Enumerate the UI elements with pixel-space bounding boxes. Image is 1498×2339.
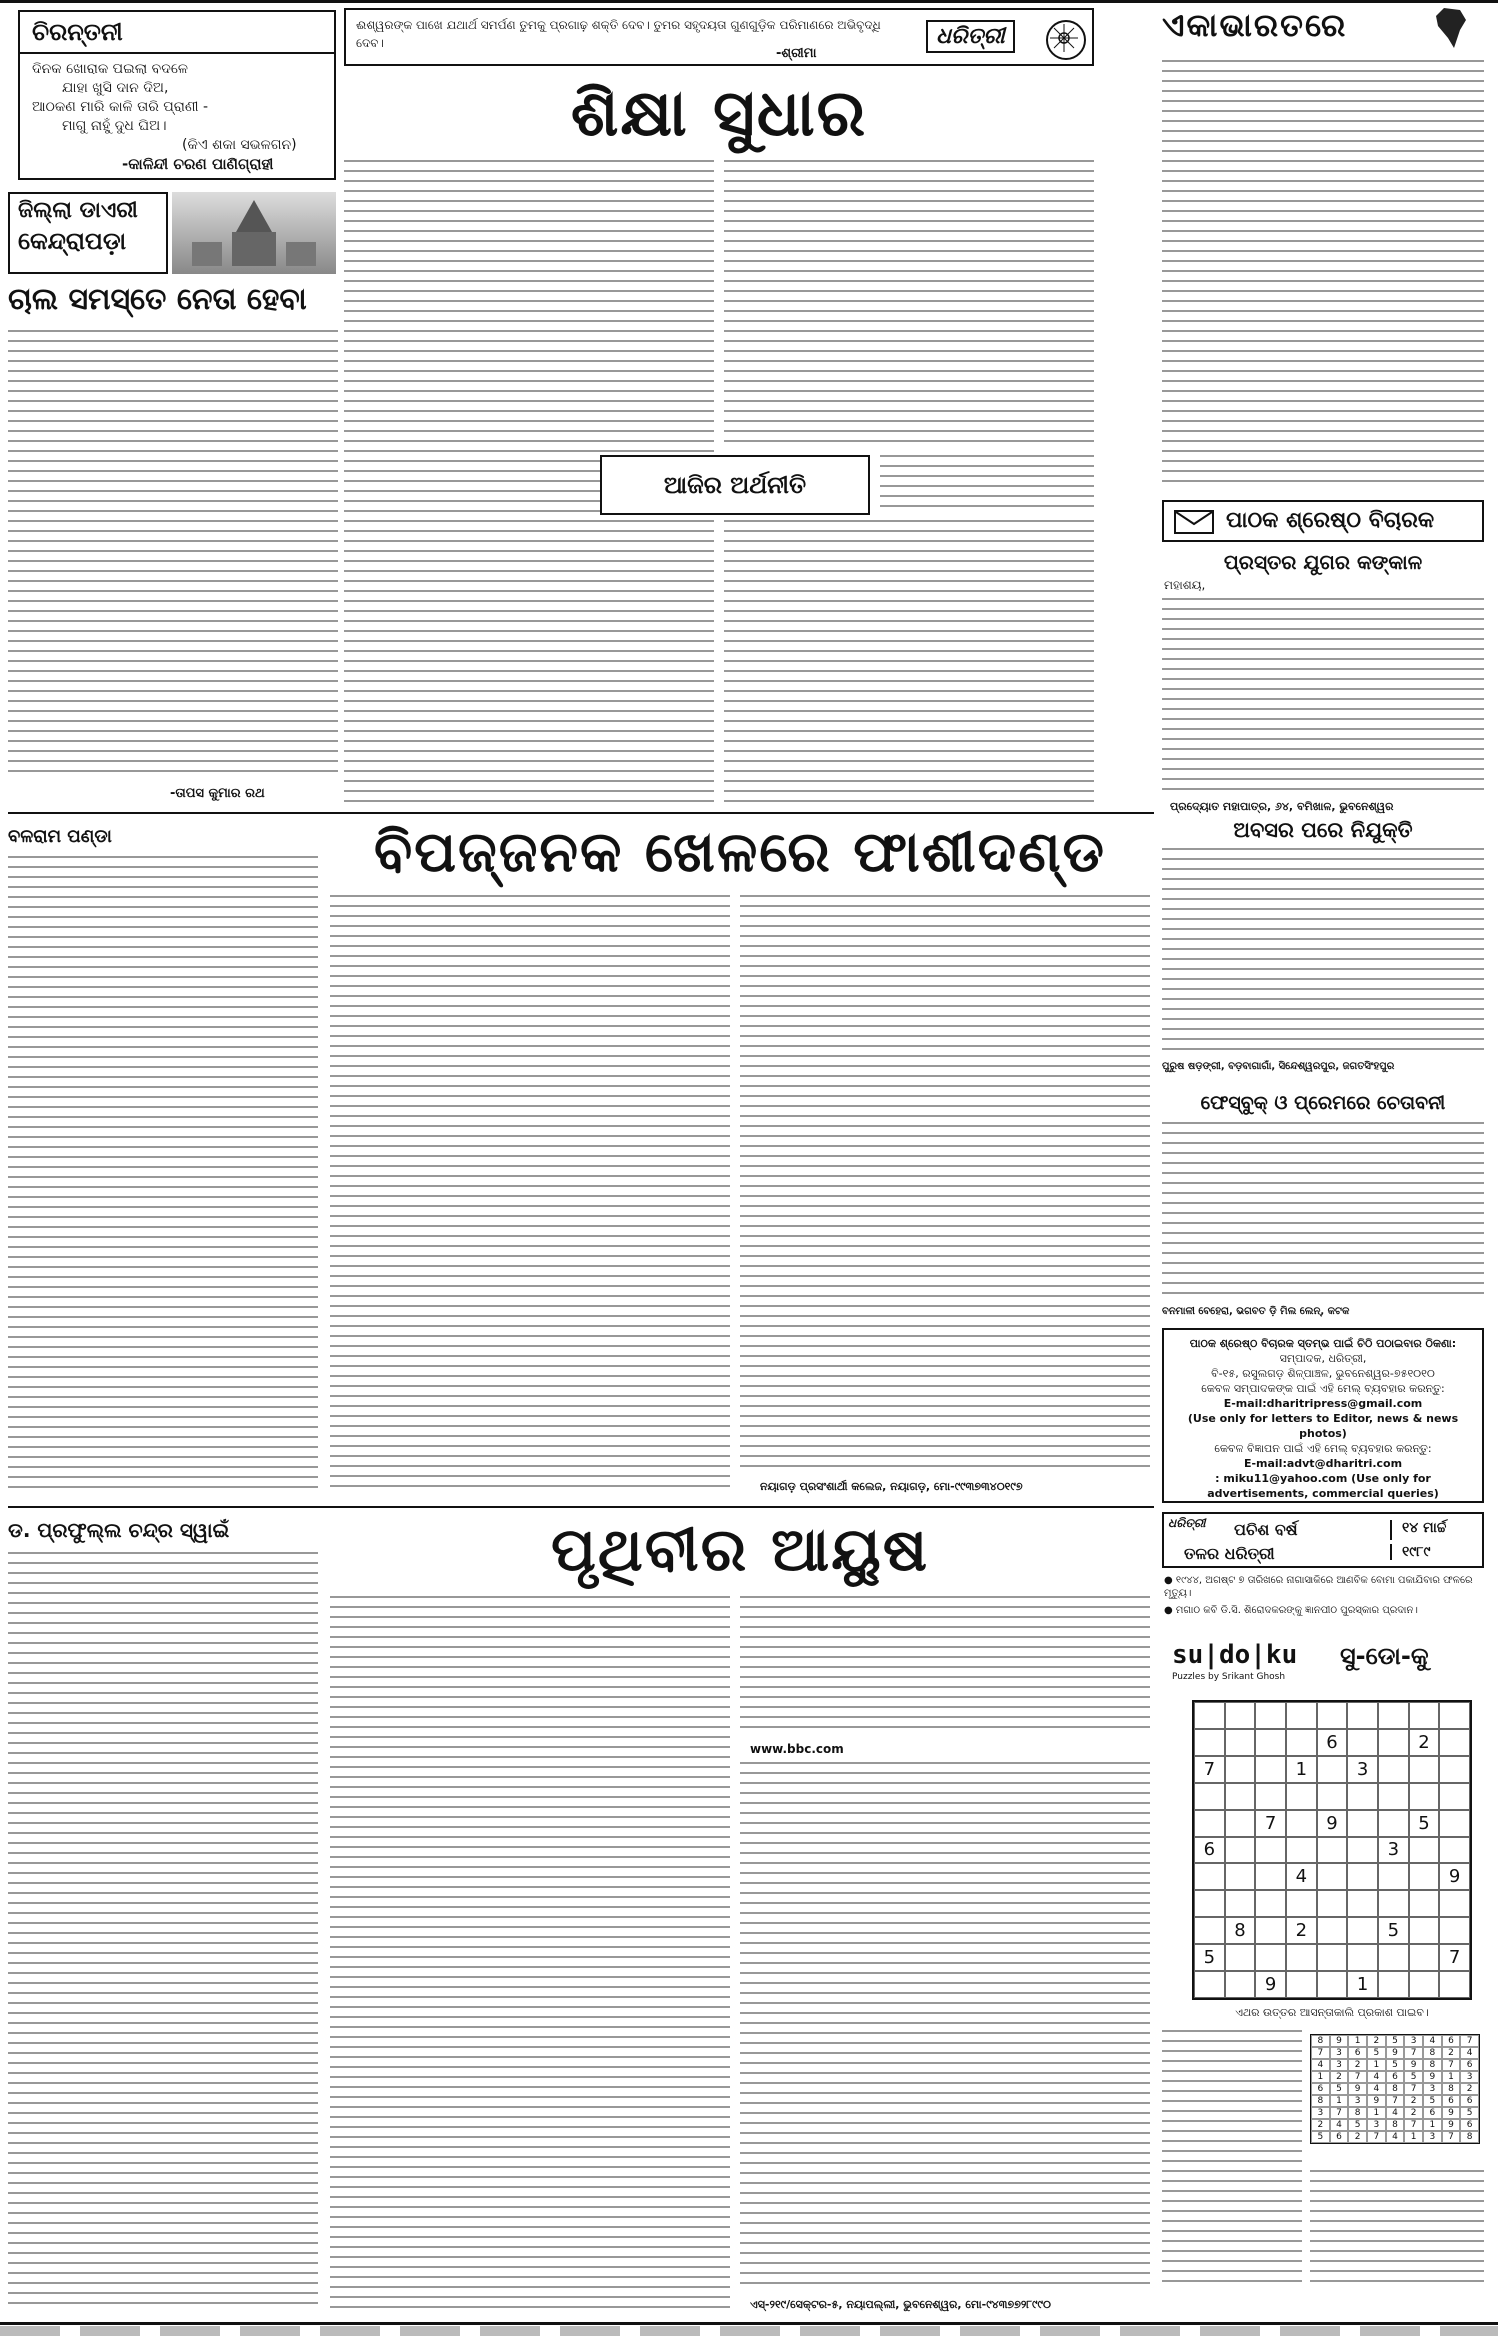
sudoku-solution-cell: 2 [1404,2107,1423,2119]
anniversary-logo: ଧରିତ୍ରୀ [1168,1516,1206,1530]
sudoku-cell [1378,1890,1409,1917]
email-ads-2[interactable]: : miku11@yahoo.com (Use only for [1215,1472,1431,1485]
sudoku-solution-cell: 2 [1330,2071,1349,2083]
sudoku-cell [1347,1729,1378,1756]
email-ads[interactable]: E-mail:advt@dharitri.com [1243,1457,1403,1470]
lead-column-2a [724,160,1094,450]
sudoku-cell: 9 [1317,1810,1348,1837]
sudoku-solution-cell: 7 [1460,2035,1479,2047]
address-name: ସମ୍ପାଦକ, ଧରିତ୍ରୀ, [1279,1352,1367,1365]
sudoku-solution-cell: 7 [1442,2131,1461,2143]
sudoku-cell [1255,1702,1286,1729]
sudoku-solution-cell: 7 [1404,2119,1423,2131]
sudoku-logo-odia: ସୁ-ଡୋ-କୁ [1340,1642,1429,1670]
letter2-signoff: ପୁରୁଷ ଷଡ଼ଙ୍ଗୀ, ବଡ଼ବାଗାଗାଁ, ସିନ୍ଦେଶ୍ୱରପୁର, ଜଗତସିଂହପୁର [1162,1061,1395,1072]
sudoku-cell [1378,1702,1409,1729]
sudoku-cell: 9 [1255,1971,1286,1998]
sudoku-cell [1409,1917,1440,1944]
sudoku-cell [1225,1944,1256,1971]
bottom-column-2 [330,1596,730,2312]
sudoku-cell [1409,1944,1440,1971]
sudoku-solution-cell: 2 [1348,2059,1367,2071]
sudoku-cell [1317,1783,1348,1810]
sudoku-solution-cell: 3 [1311,2107,1330,2119]
economy-box-label: ଆଜିର ଅର୍ଥନୀତି [663,471,807,499]
sudoku-cell: 5 [1409,1810,1440,1837]
district-author: -ତାପସ କୁମାର ରଥ [170,786,265,801]
sudoku-cell: 7 [1194,1756,1225,1783]
sudoku-solution-cell: 8 [1348,2107,1367,2119]
sudoku-solution-cell: 8 [1386,2083,1405,2095]
sudoku-cell [1286,1702,1317,1729]
sudoku-solution-cell: 2 [1442,2047,1461,2059]
sudoku-cell [1439,1702,1470,1729]
sudoku-cell [1194,1729,1225,1756]
sudoku-solution-cell: 3 [1423,2083,1442,2095]
sudoku-solution-cell: 8 [1386,2119,1405,2131]
sudoku-solution-cell: 1 [1330,2095,1349,2107]
sudoku-header [1172,1640,1472,1690]
sudoku-solution-cell: 6 [1311,2083,1330,2095]
wheel-icon [1046,20,1086,60]
sudoku-solution-cell: 6 [1423,2107,1442,2119]
sudoku-cell [1378,1810,1409,1837]
bbc-link[interactable]: www.bbc.com [750,1742,844,1756]
sudoku-cell [1439,1917,1470,1944]
sudoku-cell: 9 [1439,1863,1470,1890]
section-rule [8,1506,1154,1508]
sudoku-byline: Puzzles by Srikant Ghosh [1172,1672,1286,1682]
sudoku-cell: 1 [1286,1756,1317,1783]
sudoku-cell [1347,1810,1378,1837]
ekabharat-header [1162,6,1482,54]
sudoku-grid [1192,1700,1472,2000]
chirantani-box [18,10,336,180]
district-diary-label: ଜିଲ୍ଲା ଡାଏରୀ [18,198,138,223]
sudoku-cell [1255,1729,1286,1756]
sudoku-cell [1286,1971,1317,1998]
sudoku-solution-cell: 2 [1311,2119,1330,2131]
sudoku-cell [1347,1837,1378,1864]
poem-author: -କାଳିନ୍ଦୀ ଚରଣ ପାଣିଗ୍ରାହୀ [122,155,274,173]
quote-text: ଈଶ୍ୱରଙ୍କ ପାଖେ ଯଥାର୍ଥ ସମର୍ପଣ ତୁମକୁ ପ୍ରଗାଢ଼ ଶକ୍ତି ଦେବ। ତୁମର ସହୃଦୟତା ଗୁଣଗୁଡ଼ିକ ପରିମାଣରେ ଅଭିବୃଦ୍ଧି ଦେବ। [356,18,881,50]
letter1-body [1162,598,1484,798]
sudoku-solution-cell: 4 [1460,2047,1479,2059]
sudoku-solution-cell: 7 [1330,2107,1349,2119]
sudoku-cell [1194,1863,1225,1890]
sudoku-solution [1310,2034,1480,2164]
district-headline: ଚାଲ ସମସ୍ତେ ନେତା ହେବା [8,282,307,317]
sudoku-cell: 1 [1347,1971,1378,1998]
district-diary-label-box [8,192,168,274]
sudoku-cell [1409,1783,1440,1810]
sudoku-cell [1255,1890,1286,1917]
ekabharat-title: ଏକାଭାରତରେ [1162,6,1348,44]
sudoku-solution-cell: 7 [1386,2095,1405,2107]
sudoku-solution-cell: 1 [1311,2071,1330,2083]
sudoku-cell [1317,1837,1348,1864]
sudoku-solution-cell: 9 [1404,2059,1423,2071]
sudoku-solution-cell: 7 [1348,2071,1367,2083]
sudoku-cell [1439,1837,1470,1864]
sudoku-solution-cell: 2 [1404,2095,1423,2107]
sudoku-cell [1347,1944,1378,1971]
sudoku-cell [1439,1810,1470,1837]
sudoku-cell [1225,1890,1256,1917]
sudoku-cell [1225,1810,1256,1837]
sudoku-solution-cell: 5 [1386,2035,1405,2047]
sudoku-cell [1317,1890,1348,1917]
sudoku-solution-cell: 2 [1348,2131,1367,2143]
sudoku-solution-cell: 6 [1442,2035,1461,2047]
address-title: ପାଠକ ଶ୍ରେଷ୍ଠ ବିଚାରକ ସ୍ତମ୍ଭ ପାଇଁ ଚିଠି ପଠାଇବାର ଠିକଣା: [1189,1337,1457,1350]
sudoku-solution-cell: 4 [1386,2107,1405,2119]
letter1-salutation: ମହାଶୟ, [1164,578,1206,592]
sudoku-cell [1378,1729,1409,1756]
envelope-icon [1174,510,1214,534]
sudoku-cell [1317,1917,1348,1944]
sudoku-solution-cell: 5 [1423,2095,1442,2107]
sudoku-solution-cell: 9 [1423,2071,1442,2083]
email-note: କେବଳ ସମ୍ପାଦକଙ୍କ ପାଇଁ ଏହି ମେଲ୍ ବ୍ୟବହାର କରନ୍ତୁ: [1201,1382,1445,1395]
sudoku-cell: 3 [1347,1756,1378,1783]
ekabharat-body [1162,60,1484,490]
sudoku-cell [1409,1890,1440,1917]
sudoku-solution-cell: 3 [1404,2035,1423,2047]
sudoku-solution-cell: 7 [1404,2047,1423,2059]
mid-column-1 [8,856,318,1496]
mid-signoff: ନୟାଗଡ଼ ପ୍ରସଂଶାର୍ଥୀ କଲେଜ, ନୟାଗଡ଼, ମୋ-୯୯୩୭୩୪୦୧୯୭ [760,1480,1023,1493]
sudoku-cell [1378,1783,1409,1810]
readers-header [1162,500,1484,542]
sudoku-cell: 4 [1286,1863,1317,1890]
sudoku-solution-cell: 1 [1367,2107,1386,2119]
sudoku-solution-cell: 8 [1460,2131,1479,2143]
sudoku-solution-cell: 4 [1367,2071,1386,2083]
temple-photo [172,192,336,274]
economy-box [600,455,870,515]
poem-line: ଯାହା ଖୁସି ଦାନ ଦିଅ, [62,80,169,96]
sudoku-cell: 7 [1255,1810,1286,1837]
letter3-body [1162,1122,1484,1302]
sudoku-solution-cell: 3 [1460,2071,1479,2083]
sudoku-cell: 5 [1378,1917,1409,1944]
letter2-title: ଅବସର ପରେ ନିଯୁକ୍ତି [1233,818,1413,842]
sudoku-cell [1286,1729,1317,1756]
sudoku-solution-cell: 7 [1311,2047,1330,2059]
sudoku-cell [1286,1944,1317,1971]
sudoku-cell [1378,1944,1409,1971]
sudoku-cell [1286,1837,1317,1864]
sudoku-cell [1225,1702,1256,1729]
address-line: ବି-୧୫, ରସୁଲଗଡ଼ ଶିଳ୍ପାଞ୍ଚଳ, ଭୁବନେଶ୍ୱର-୭୫୧୦୧୦ [1211,1367,1435,1380]
lead-column-2b [880,455,1094,515]
readers-title: ପାଠକ ଶ୍ରେଷ୍ଠ ବିଚାରକ [1226,508,1435,533]
sudoku-solution-cell: 9 [1442,2107,1461,2119]
sudoku-solution-cell: 8 [1311,2035,1330,2047]
top-rule [0,0,1498,3]
mid-column-3 [740,895,1150,1475]
sudoku-solution-cell: 4 [1423,2035,1442,2047]
sudoku-cell [1439,1729,1470,1756]
letter2-body [1162,848,1484,1058]
sudoku-solution-cell: 4 [1367,2083,1386,2095]
sudoku-cell [1317,1702,1348,1729]
sudoku-cell [1439,1783,1470,1810]
sudoku-cell: 8 [1225,1917,1256,1944]
bottom-rule [0,2322,1498,2325]
sudoku-cell [1378,1756,1409,1783]
sudoku-rules [1162,2030,1302,2290]
sudoku-solution-cell: 5 [1386,2059,1405,2071]
sudoku-cell [1347,1783,1378,1810]
quote-author: -ଶ୍ରୀମା [776,46,817,61]
sudoku-solution-cell: 1 [1404,2131,1423,2143]
sudoku-cell [1317,1944,1348,1971]
sudoku-solution-cell: 6 [1442,2095,1461,2107]
bottom-column-3a [740,1596,1150,1736]
lead-headline: ଶିକ୍ଷା ସୁଧାର [570,77,868,151]
sudoku-solution-cell: 6 [1460,2119,1479,2131]
sudoku-caption: ଏଥର ଉତ୍ତର ଆସନ୍ତାକାଲି ପ୍ରକାଶ ପାଇବ। [1235,2006,1429,2019]
sudoku-cell [1409,1863,1440,1890]
sudoku-cell [1347,1890,1378,1917]
sudoku-cell [1409,1837,1440,1864]
sudoku-cell [1378,1971,1409,1998]
sudoku-solution-cell: 6 [1348,2047,1367,2059]
bottom-headline: ପୃଥିବୀର ଆୟୁଷ [551,1515,929,1585]
sudoku-cell [1439,1971,1470,1998]
sudoku-solution-cell: 6 [1460,2095,1479,2107]
lead-column-2c [724,520,1094,810]
sudoku-cell [1286,1783,1317,1810]
letter1-signoff: ପ୍ରଦ୍ୟୋତ ମହାପାତ୍ର, ୬୪, ବମିଖାଳ, ଭୁବନେଶ୍ୱର [1170,800,1394,813]
district-name: କେନ୍ଦ୍ରାପଡ଼ା [18,227,127,255]
sudoku-cell [1225,1863,1256,1890]
sudoku-cell [1439,1756,1470,1783]
sudoku-cell [1317,1971,1348,1998]
sudoku-cell [1194,1917,1225,1944]
sudoku-solution-cell: 4 [1330,2119,1349,2131]
section-rule [8,812,1154,814]
mid-column-2 [330,895,730,1495]
sudoku-solution-cell: 5 [1311,2131,1330,2143]
sudoku-cell [1225,1837,1256,1864]
sudoku-cell [1194,1890,1225,1917]
sudoku-solution-cell: 6 [1330,2131,1349,2143]
email-editor-note: (Use only for letters to Editor, news & news photos) [1187,1412,1459,1440]
sudoku-notes [1310,2170,1484,2290]
mid-author: ବଳରାମ ପଣ୍ଡା [8,826,112,847]
sudoku-solution-cell: 1 [1367,2059,1386,2071]
sudoku-solution-cell: 6 [1386,2071,1405,2083]
anniversary-box [1162,1512,1484,1568]
sudoku-cell [1255,1837,1286,1864]
sudoku-cell [1194,1810,1225,1837]
sudoku-cell: 7 [1439,1944,1470,1971]
sudoku-cell [1409,1702,1440,1729]
bottom-signoff: ଏସ୍-୨୧୯/ସେକ୍ଟର-୫, ନୟାପଲ୍ଲୀ, ଭୁବନେଶ୍ୱର, ମୋ-୯୪୩୭୭୨୮୯୯୦ [750,2298,1051,2311]
sudoku-solution-cell: 5 [1460,2107,1479,2119]
mid-headline: ବିପଜ୍ଜନକ ଖେଳରେ ଫାଶୀଦଣ୍ଡ [373,820,1107,885]
sudoku-solution-cell: 3 [1348,2095,1367,2107]
sudoku-cell [1255,1863,1286,1890]
sudoku-cell [1225,1756,1256,1783]
sudoku-solution-cell: 1 [1348,2035,1367,2047]
sudoku-solution-cell: 3 [1367,2119,1386,2131]
bottom-column-1 [8,1552,318,2312]
email-editor[interactable]: E-mail:dharitripress@gmail.com [1223,1397,1423,1410]
sudoku-solution-cell: 9 [1367,2095,1386,2107]
sudoku-solution-cell: 8 [1442,2083,1461,2095]
sudoku-solution-cell: 3 [1330,2047,1349,2059]
sudoku-solution-cell: 5 [1348,2119,1367,2131]
sudoku-solution-cell: 7 [1367,2131,1386,2143]
sudoku-cell [1255,1756,1286,1783]
sudoku-cell [1409,1971,1440,1998]
sudoku-cell: 6 [1194,1837,1225,1864]
letter1-title: ପ୍ରସ୍ତର ଯୁଗର କଙ୍କାଳ [1223,550,1423,574]
anniversary-date: ୧୪ ମାର୍ଚ୍ଚ [1390,1520,1446,1540]
footer-strip [0,2326,1498,2336]
sudoku-cell [1317,1756,1348,1783]
sudoku-solution-cell: 8 [1423,2047,1442,2059]
sudoku-solution-cell: 5 [1367,2047,1386,2059]
email-ads-note: advertisements, commercial queries) [1207,1487,1439,1500]
sudoku-solution-cell: 5 [1404,2071,1423,2083]
sudoku-cell [1286,1810,1317,1837]
sudoku-solution-cell: 9 [1386,2047,1405,2059]
sudoku-cell: 2 [1409,1729,1440,1756]
sudoku-solution-cell: 8 [1423,2059,1442,2071]
sudoku-cell [1286,1890,1317,1917]
letter3-title: ଫେସ୍ବୁକ୍ ଓ ପ୍ରେମରେ ଚେତାବନୀ [1200,1092,1446,1114]
sudoku-cell [1255,1783,1286,1810]
sudoku-solution-cell: 1 [1442,2071,1461,2083]
anniversary-item-2: ● ମଗାଠ କବି ଡି.ସି. ଶିରୋଦକରଙ୍କୁ ଜ୍ଞାନପୀଠ ପୁରସ୍କାର ପ୍ରଦାନ। [1164,1605,1418,1616]
sudoku-cell [1255,1944,1286,1971]
sudoku-cell [1225,1729,1256,1756]
sudoku-cell [1194,1971,1225,1998]
sudoku-cell: 5 [1194,1944,1225,1971]
anniversary-sub: ତଳର ଧରିତ୍ରୀ [1184,1544,1275,1563]
sudoku-logo: su|do|ku [1172,1640,1298,1670]
sudoku-solution-cell: 7 [1404,2083,1423,2095]
sudoku-cell [1439,1890,1470,1917]
anniversary-item-1: ● ୧୯୪୪, ଅଗଷ୍ଟ ୭ ତାରିଖରେ ନାଗାସାକିରେ ଆଣବିକ ବୋମା ପକାଯିବାର ଫଳରେ ମୃତ୍ୟୁ। [1164,1575,1473,1599]
sudoku-solution-cell: 4 [1311,2059,1330,2071]
sudoku-cell [1194,1783,1225,1810]
sudoku-solution-cell: 4 [1386,2131,1405,2143]
sudoku-cell [1347,1702,1378,1729]
poem-source: (କିଏ ଶକା ସଭଳଗନ) [182,137,297,153]
sudoku-solution-cell: 3 [1330,2059,1349,2071]
quote-strip [344,8,1094,66]
email-ad-note: କେବଳ ବିଜ୍ଞାପନ ପାଇଁ ଏହି ମେଲ୍ ବ୍ୟବହାର କରନ୍ତୁ: [1214,1442,1432,1455]
sudoku-cell: 2 [1286,1917,1317,1944]
sudoku-solution-cell: 8 [1311,2095,1330,2107]
sudoku-solution-cell: 7 [1442,2059,1461,2071]
sudoku-cell [1409,1756,1440,1783]
bottom-column-3b [740,1762,1150,2292]
sudoku-cell: 3 [1378,1837,1409,1864]
address-box [1162,1328,1484,1503]
anniversary-years: ପଚିଶ ବର୍ଷ [1234,1520,1298,1539]
chirantani-title: ଚିରନ୍ତନୀ [20,12,334,54]
sudoku-cell [1347,1917,1378,1944]
bottom-author: ଡ. ପ୍ରଫୁଲ୍ଲ ଚନ୍ଦ୍ର ସ୍ୱାଇଁ [8,1518,230,1542]
sudoku-cell [1255,1917,1286,1944]
sudoku-solution-cell: 1 [1423,2119,1442,2131]
poem [20,54,334,180]
anniversary-year: ୧୯୮୯ [1390,1544,1431,1560]
sudoku-cell [1225,1971,1256,1998]
sudoku-solution-cell: 6 [1460,2059,1479,2071]
sudoku-solution-cell: 9 [1330,2035,1349,2047]
poem-line: ମାଗୁ ନାହୁଁ ଦୁଧ ଘିଅ। [62,118,167,134]
poem-line: ଆଠକଣ ମାରି କାଳି ତାରି ପ୍ରାଣୀ - [32,99,209,115]
sudoku-solution-cell: 5 [1330,2083,1349,2095]
sudoku-cell [1347,1863,1378,1890]
district-body [8,330,338,780]
sudoku-solution-cell: 2 [1460,2083,1479,2095]
paper-logo: ଧରିତ୍ରୀ [926,20,1015,53]
sudoku-solution-cell: 9 [1348,2083,1367,2095]
sudoku-cell [1317,1863,1348,1890]
sudoku-solution-cell: 3 [1423,2131,1442,2143]
sudoku-solution-cell: 9 [1442,2119,1461,2131]
poem-line: ଦିନକ ଖୋରାକ ପଇଲା ବଦଳେ [32,61,188,77]
sudoku-cell: 6 [1317,1729,1348,1756]
sudoku-solution-cell: 2 [1367,2035,1386,2047]
sudoku-cell [1378,1863,1409,1890]
sudoku-cell [1225,1783,1256,1810]
letter3-signoff: ବନମାଳୀ ବେହେରା, ଭଗବତ ଡ଼ି ମିଲ ଲେନ୍, କଟକ [1162,1306,1350,1317]
sudoku-cell [1194,1702,1225,1729]
